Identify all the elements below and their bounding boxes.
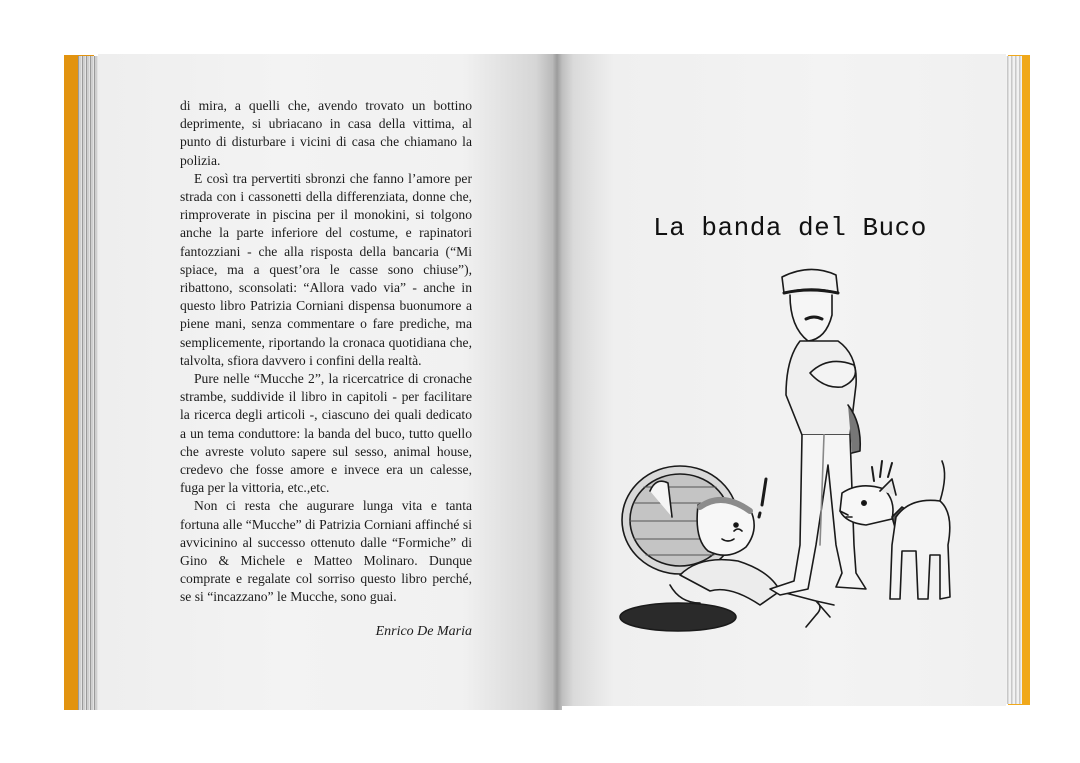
chapter-title: La banda del Buco: [653, 213, 927, 243]
book-gutter: [552, 54, 562, 710]
author-signature: Enrico De Maria: [375, 624, 472, 639]
left-page-text: [180, 97, 472, 607]
paragraph: Non ci resta che augurare lunga vita e tanta fortuna alle “Mucche” di Patrizia Corniani affinché si avvicinino al successo ottenuto dalle “Formiche” di Gino & Michele e Matteo Molinaro. Dunque comprate e regalate col sorriso questo libro perché, se si “incazzano” le Mucche, sono guai.: [180, 498, 472, 605]
paragraph: di mira, a quelli che, avendo trovato un bottino deprimente, si ubriacano in casa della vittima, al punto di disturbare i vicini di casa che chiamano la polizia.: [180, 98, 472, 168]
policeman-icon: [770, 269, 866, 595]
paragraph: Pure nelle “Mucche 2”, la ricercatrice di cronache strambe, suddivide il libro in capitoli - per facilitare la ricerca degli articoli -, ciascuno dei quali dedicato a un tema conduttore: la banda del buco, tutto quello che avreste voluto sapere sul sesso, animal house, credevo che fosse amore e invece era un calesse, fuga per la vittoria, etc.,etc.: [180, 371, 472, 496]
policeman-dog-manhole-icon: [610, 255, 960, 640]
paragraph: E così tra pervertiti sbronzi che fanno l’amore per strada con i cassonetti della differenziata, donne che, rimproverate in piscina per il monokini, si tolgono anche la parte inferiore del costume, e rapinatori fantozziani - che alla risposta della bancaria (“Mi spiace, ma a quest’ora le casse sono chiuse”), ribattono, sconsolati: “Allora vado via” - anche in questo libro Patrizia Corniani dispensa buonumore a piene mani, senza commentare o fare prediche, ma semplicemente, riportando la cronaca quotidiana che, talvolta, sfiora davvero i confini della realtà.: [180, 170, 472, 368]
